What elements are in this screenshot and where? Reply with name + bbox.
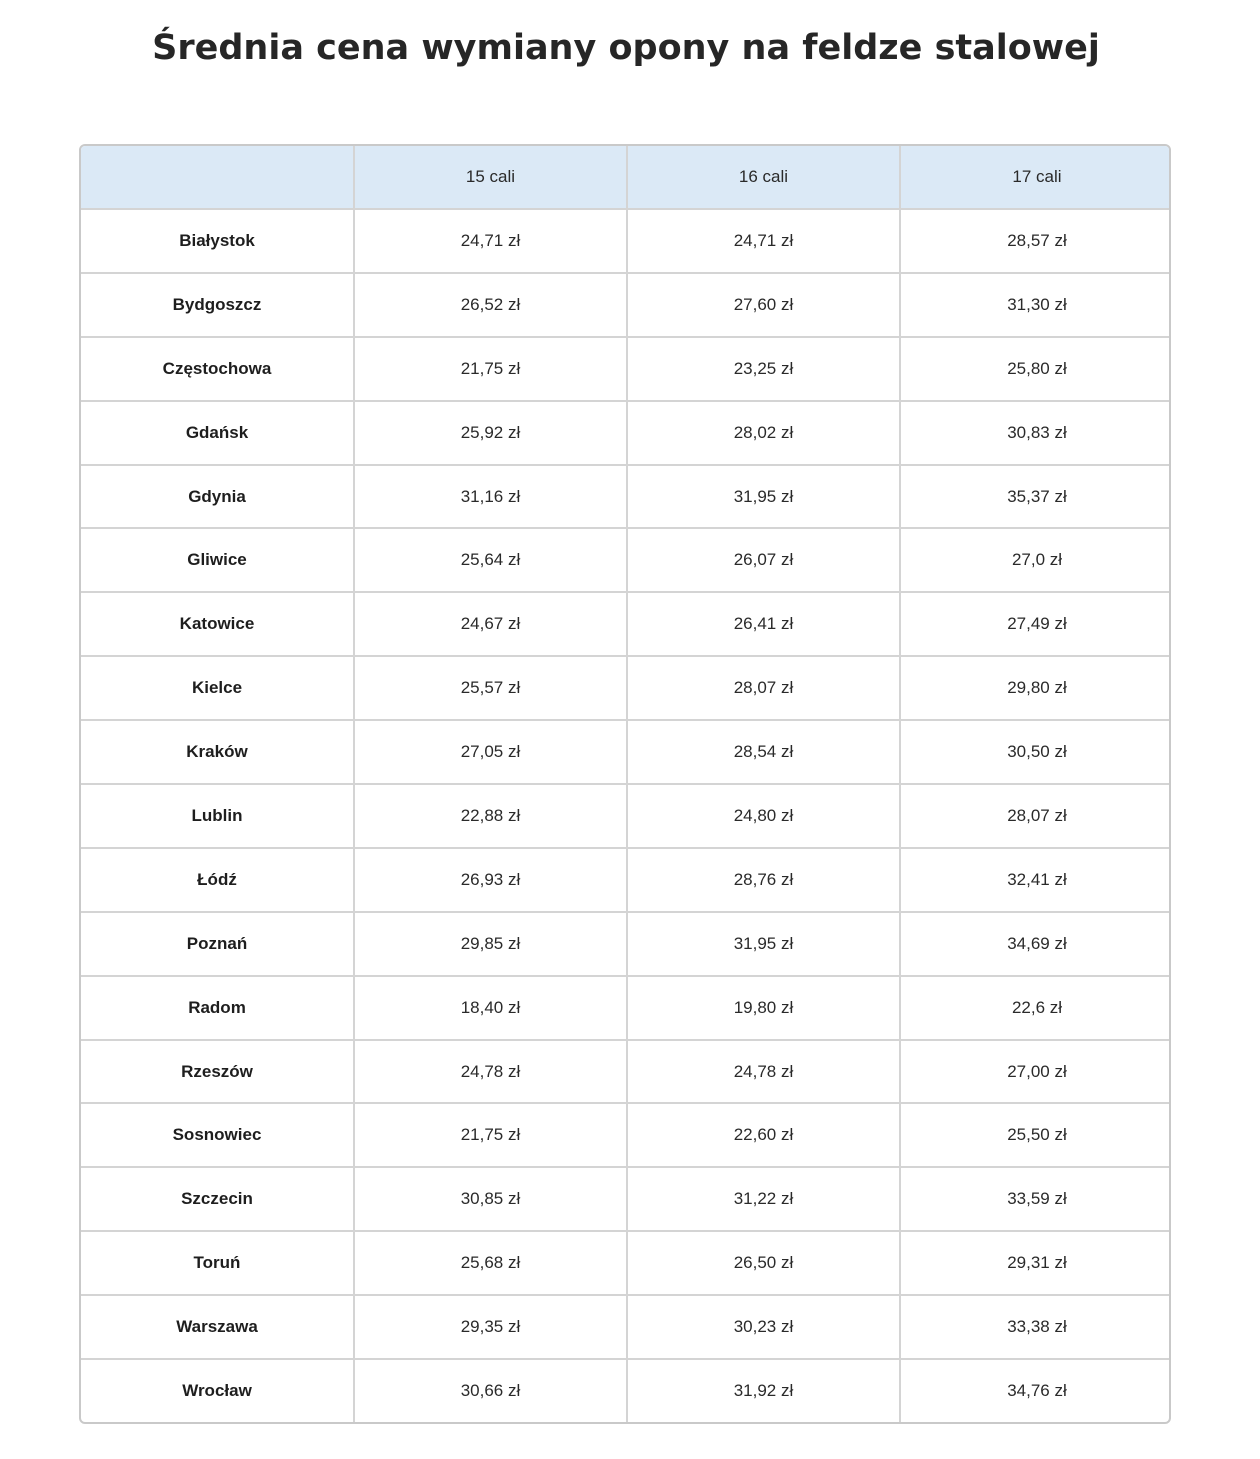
price-cell: 22,6 zł bbox=[900, 976, 1171, 1040]
price-cell: 24,71 zł bbox=[354, 209, 627, 273]
price-cell: 34,69 zł bbox=[900, 912, 1171, 976]
city-cell: Częstochowa bbox=[81, 337, 354, 401]
city-cell: Wrocław bbox=[81, 1359, 354, 1422]
price-cell: 26,41 zł bbox=[627, 592, 900, 656]
table-row bbox=[81, 1167, 1171, 1231]
price-cell: 27,00 zł bbox=[900, 1040, 1171, 1104]
table-row bbox=[81, 976, 1171, 1040]
header-row bbox=[81, 146, 1171, 209]
price-cell: 24,78 zł bbox=[354, 1040, 627, 1104]
price-cell: 26,07 zł bbox=[627, 528, 900, 592]
city-cell: Rzeszów bbox=[81, 1040, 354, 1104]
city-cell: Gdynia bbox=[81, 465, 354, 529]
price-cell: 31,95 zł bbox=[627, 465, 900, 529]
city-cell: Bydgoszcz bbox=[81, 273, 354, 337]
table-row bbox=[81, 528, 1171, 592]
table-row bbox=[81, 1231, 1171, 1295]
city-cell: Lublin bbox=[81, 784, 354, 848]
price-table bbox=[81, 146, 1171, 1422]
city-cell: Gdańsk bbox=[81, 401, 354, 465]
table-row bbox=[81, 465, 1171, 529]
price-cell: 33,59 zł bbox=[900, 1167, 1171, 1231]
price-cell: 28,76 zł bbox=[627, 848, 900, 912]
price-table-container bbox=[79, 144, 1171, 1424]
city-cell: Kielce bbox=[81, 656, 354, 720]
price-cell: 24,78 zł bbox=[627, 1040, 900, 1104]
price-cell: 31,30 zł bbox=[900, 273, 1171, 337]
price-cell: 26,52 zł bbox=[354, 273, 627, 337]
price-cell: 27,60 zł bbox=[627, 273, 900, 337]
price-cell: 28,54 zł bbox=[627, 720, 900, 784]
price-cell: 30,50 zł bbox=[900, 720, 1171, 784]
price-cell: 21,75 zł bbox=[354, 337, 627, 401]
city-cell: Sosnowiec bbox=[81, 1103, 354, 1167]
table-row bbox=[81, 592, 1171, 656]
city-cell: Warszawa bbox=[81, 1295, 354, 1359]
city-cell: Gliwice bbox=[81, 528, 354, 592]
price-cell: 19,80 zł bbox=[627, 976, 900, 1040]
price-cell: 25,92 zł bbox=[354, 401, 627, 465]
table-row bbox=[81, 912, 1171, 976]
city-cell: Kraków bbox=[81, 720, 354, 784]
city-cell: Szczecin bbox=[81, 1167, 354, 1231]
price-cell: 28,57 zł bbox=[900, 209, 1171, 273]
price-cell: 25,50 zł bbox=[900, 1103, 1171, 1167]
price-cell: 29,35 zł bbox=[354, 1295, 627, 1359]
price-cell: 28,07 zł bbox=[627, 656, 900, 720]
header-17-inch: 17 cali bbox=[900, 146, 1171, 209]
price-cell: 27,49 zł bbox=[900, 592, 1171, 656]
price-cell: 31,22 zł bbox=[627, 1167, 900, 1231]
city-cell: Łódź bbox=[81, 848, 354, 912]
table-row bbox=[81, 401, 1171, 465]
price-cell: 31,16 zł bbox=[354, 465, 627, 529]
price-cell: 27,0 zł bbox=[900, 528, 1171, 592]
price-cell: 28,02 zł bbox=[627, 401, 900, 465]
price-cell: 23,25 zł bbox=[627, 337, 900, 401]
city-cell: Poznań bbox=[81, 912, 354, 976]
page-title: Średnia cena wymiany opony na feldze stalowej bbox=[152, 28, 1100, 68]
price-cell: 29,31 zł bbox=[900, 1231, 1171, 1295]
price-cell: 25,64 zł bbox=[354, 528, 627, 592]
table-body bbox=[81, 209, 1171, 1422]
table-row bbox=[81, 209, 1171, 273]
price-cell: 22,60 zł bbox=[627, 1103, 900, 1167]
price-cell: 21,75 zł bbox=[354, 1103, 627, 1167]
header-city bbox=[81, 146, 354, 209]
table-row bbox=[81, 784, 1171, 848]
city-cell: Białystok bbox=[81, 209, 354, 273]
table-row bbox=[81, 720, 1171, 784]
price-cell: 24,67 zł bbox=[354, 592, 627, 656]
table-row bbox=[81, 1295, 1171, 1359]
price-cell: 25,57 zł bbox=[354, 656, 627, 720]
city-cell: Toruń bbox=[81, 1231, 354, 1295]
table-row bbox=[81, 273, 1171, 337]
price-cell: 24,80 zł bbox=[627, 784, 900, 848]
table-row bbox=[81, 1040, 1171, 1104]
price-cell: 22,88 zł bbox=[354, 784, 627, 848]
price-cell: 30,85 zł bbox=[354, 1167, 627, 1231]
price-cell: 32,41 zł bbox=[900, 848, 1171, 912]
city-cell: Radom bbox=[81, 976, 354, 1040]
price-cell: 29,85 zł bbox=[354, 912, 627, 976]
table-row bbox=[81, 848, 1171, 912]
price-cell: 26,50 zł bbox=[627, 1231, 900, 1295]
price-cell: 33,38 zł bbox=[900, 1295, 1171, 1359]
table-row bbox=[81, 656, 1171, 720]
price-cell: 18,40 zł bbox=[354, 976, 627, 1040]
table-row bbox=[81, 1103, 1171, 1167]
price-cell: 24,71 zł bbox=[627, 209, 900, 273]
price-cell: 29,80 zł bbox=[900, 656, 1171, 720]
city-cell: Katowice bbox=[81, 592, 354, 656]
price-cell: 27,05 zł bbox=[354, 720, 627, 784]
price-cell: 30,23 zł bbox=[627, 1295, 900, 1359]
header-15-inch: 15 cali bbox=[354, 146, 627, 209]
price-cell: 35,37 zł bbox=[900, 465, 1171, 529]
table-row bbox=[81, 1359, 1171, 1422]
price-cell: 30,66 zł bbox=[354, 1359, 627, 1422]
price-cell: 31,95 zł bbox=[627, 912, 900, 976]
price-cell: 28,07 zł bbox=[900, 784, 1171, 848]
price-cell: 30,83 zł bbox=[900, 401, 1171, 465]
table-row bbox=[81, 337, 1171, 401]
price-cell: 25,68 zł bbox=[354, 1231, 627, 1295]
price-cell: 34,76 zł bbox=[900, 1359, 1171, 1422]
header-16-inch: 16 cali bbox=[627, 146, 900, 209]
price-cell: 25,80 zł bbox=[900, 337, 1171, 401]
price-cell: 31,92 zł bbox=[627, 1359, 900, 1422]
price-cell: 26,93 zł bbox=[354, 848, 627, 912]
